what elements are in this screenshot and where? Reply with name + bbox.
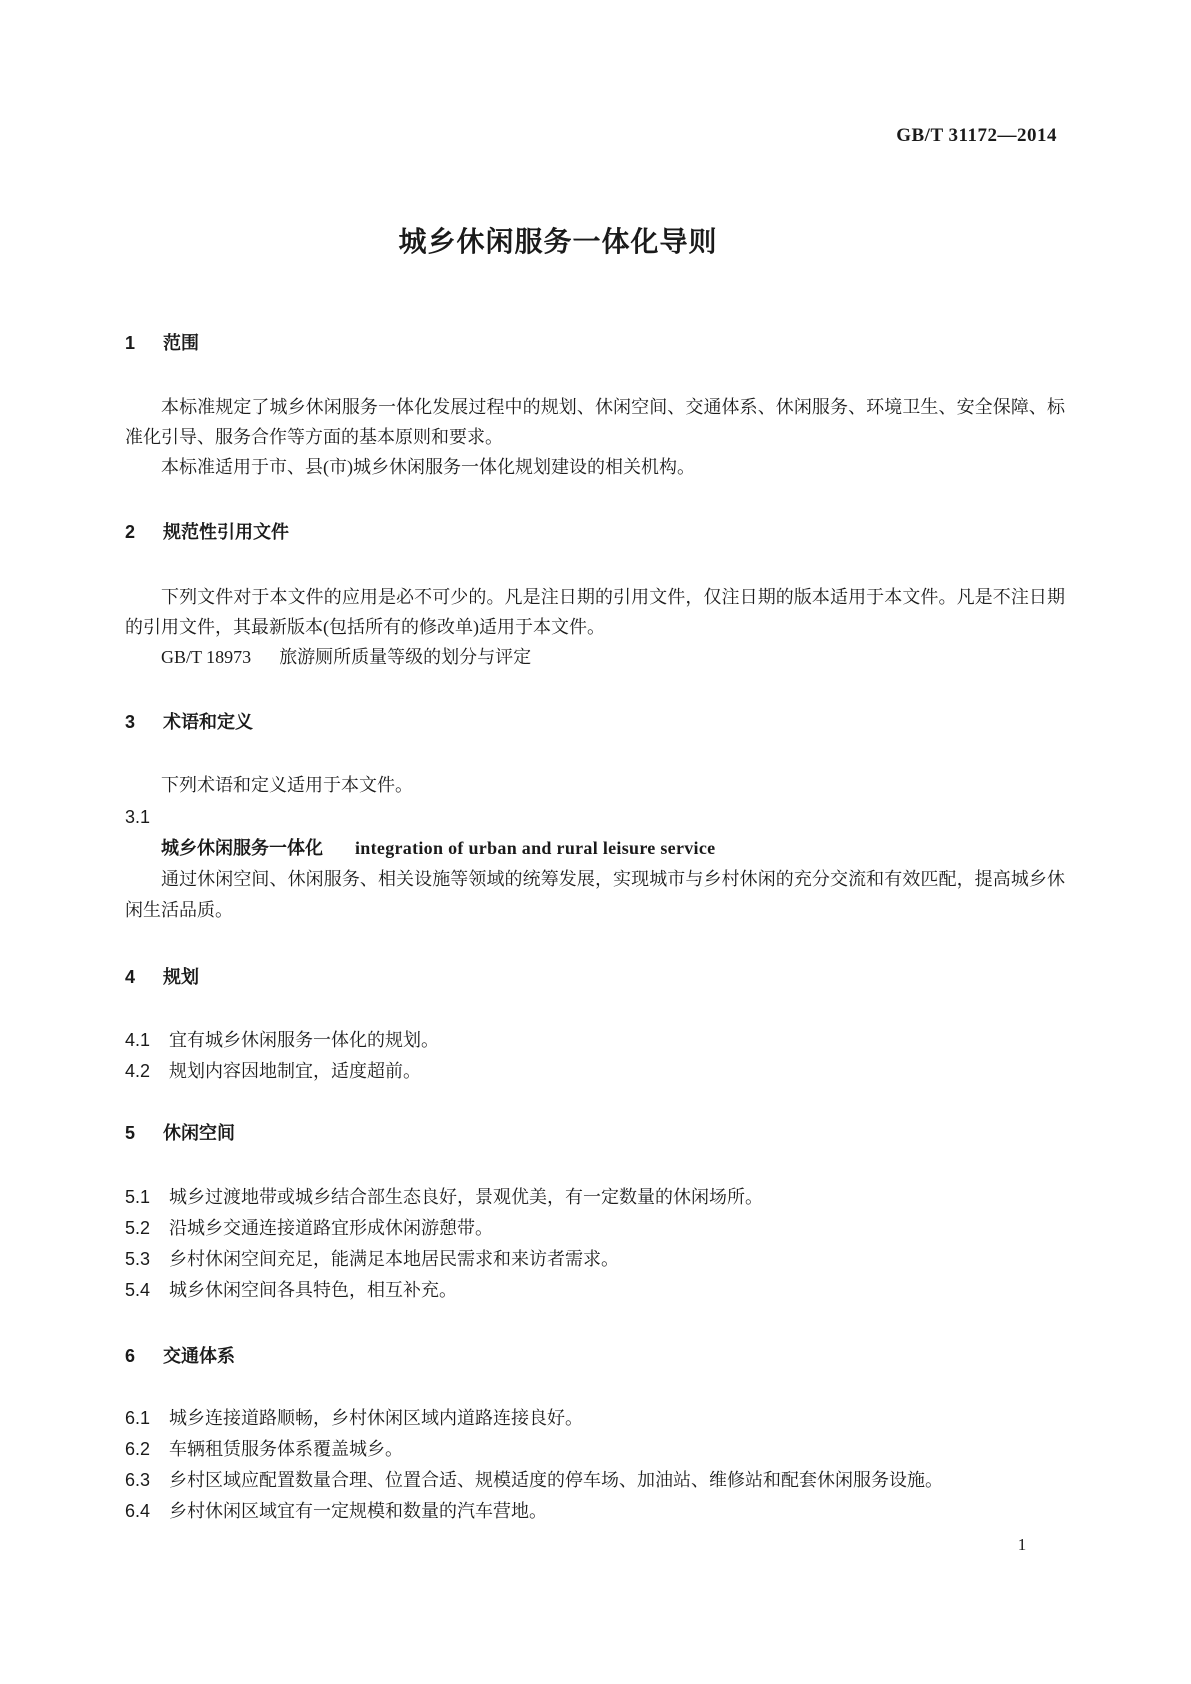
clause [125, 1275, 1065, 1306]
clause-number: 4.1 [125, 1030, 151, 1050]
standard-number: GB/T 31172—2014 [896, 125, 1057, 146]
section-3-title: 术语和定义 [163, 712, 253, 732]
clause [125, 1025, 1065, 1056]
paragraph: 下列文件对于本文件的应用是必不可少的。凡是注日期的引用文件，仅注日期的版本适用于本文件。凡是不注日期的引用文件，其最新版本(包括所有的修改单)适用于本文件。 [125, 587, 1065, 637]
clause-text: 宜有城乡休闲服务一体化的规划。 [169, 1030, 439, 1050]
clause-text: 乡村休闲区域宜有一定规模和数量的汽车营地。 [169, 1501, 547, 1521]
section-6-heading [125, 1341, 1065, 1371]
section-2-number: 2 [125, 522, 136, 542]
section-4-body [125, 1025, 1065, 1087]
clause-text: 乡村区域应配置数量合理、位置合适、规模适度的停车场、加油站、维修站和配套休闲服务设施。 [169, 1470, 943, 1490]
clause-text: 车辆租赁服务体系覆盖城乡。 [169, 1439, 403, 1459]
clause-number: 4.2 [125, 1061, 151, 1081]
clause-text: 乡村休闲空间充足，能满足本地居民需求和来访者需求。 [169, 1249, 619, 1269]
clause [125, 1434, 1065, 1465]
term-chinese: 城乡休闲服务一体化 [161, 838, 323, 858]
section-5-number: 5 [125, 1123, 136, 1143]
section-4-title: 规划 [163, 967, 199, 987]
reference-title: 旅游厕所质量等级的划分与评定 [279, 647, 532, 667]
clause [125, 1496, 1065, 1527]
section-5-heading [125, 1118, 1065, 1148]
reference-code: GB/T 18973 [161, 647, 252, 667]
clause-number: 6.1 [125, 1408, 151, 1428]
clause [125, 1056, 1065, 1087]
term-entry [125, 802, 1065, 926]
section-5-title: 休闲空间 [163, 1123, 235, 1143]
paragraph: 本标准规定了城乡休闲服务一体化发展过程中的规划、休闲空间、交通体系、休闲服务、环境卫生、安全保障、标准化引导、服务合作等方面的基本原则和要求。 [125, 397, 1065, 447]
clause [125, 1213, 1065, 1244]
clause-number: 5.1 [125, 1187, 151, 1207]
section-1-number: 1 [125, 333, 136, 353]
clause-text: 沿城乡交通连接道路宜形成休闲游憩带。 [169, 1218, 493, 1238]
clause [125, 1403, 1065, 1434]
clause-number: 5.3 [125, 1249, 151, 1269]
clause-number: 6.2 [125, 1439, 151, 1459]
term-english: integration of urban and rural leisure service [355, 838, 716, 858]
clause [125, 1244, 1065, 1275]
term-definition: 通过休闲空间、休闲服务、相关设施等领域的统筹发展，实现城市与乡村休闲的充分交流和有效匹配，提高城乡休闲生活品质。 [125, 869, 1065, 920]
section-6-title: 交通体系 [163, 1346, 235, 1366]
section-6-number: 6 [125, 1346, 136, 1366]
clause-text: 城乡过渡地带或城乡结合部生态良好，景观优美，有一定数量的休闲场所。 [169, 1187, 763, 1207]
clause-text: 城乡休闲空间各具特色，相互补充。 [169, 1280, 457, 1300]
section-6-body [125, 1403, 1065, 1527]
document-title: 城乡休闲服务一体化导则 [398, 226, 718, 257]
clause-number: 6.4 [125, 1501, 151, 1521]
section-2-heading [125, 517, 1065, 547]
clause-number: 5.2 [125, 1218, 151, 1238]
page-number: 1 [1017, 1535, 1027, 1554]
term-number: 3.1 [125, 807, 151, 827]
section-2-title: 规范性引用文件 [163, 522, 289, 542]
normative-reference [125, 642, 1065, 672]
section-4-number: 4 [125, 967, 136, 987]
paragraph: 本标准适用于市、县(市)城乡休闲服务一体化规划建设的相关机构。 [161, 457, 695, 477]
section-1-heading [125, 328, 1065, 358]
section-3-heading [125, 707, 1065, 737]
clause-number: 6.3 [125, 1470, 151, 1490]
clause [125, 1465, 1065, 1496]
clause-number: 5.4 [125, 1280, 151, 1300]
terms-intro: 下列术语和定义适用于本文件。 [161, 775, 413, 795]
section-1-body [125, 392, 1065, 482]
section-5-body [125, 1182, 1065, 1306]
clause [125, 1182, 1065, 1213]
section-1-title: 范围 [163, 333, 199, 353]
section-4-heading [125, 962, 1065, 992]
term-line [125, 833, 1065, 864]
clause-text: 城乡连接道路顺畅，乡村休闲区域内道路连接良好。 [169, 1408, 583, 1428]
clause-text: 规划内容因地制宜，适度超前。 [169, 1061, 421, 1081]
section-2-body [125, 582, 1065, 672]
section-3-number: 3 [125, 712, 136, 732]
